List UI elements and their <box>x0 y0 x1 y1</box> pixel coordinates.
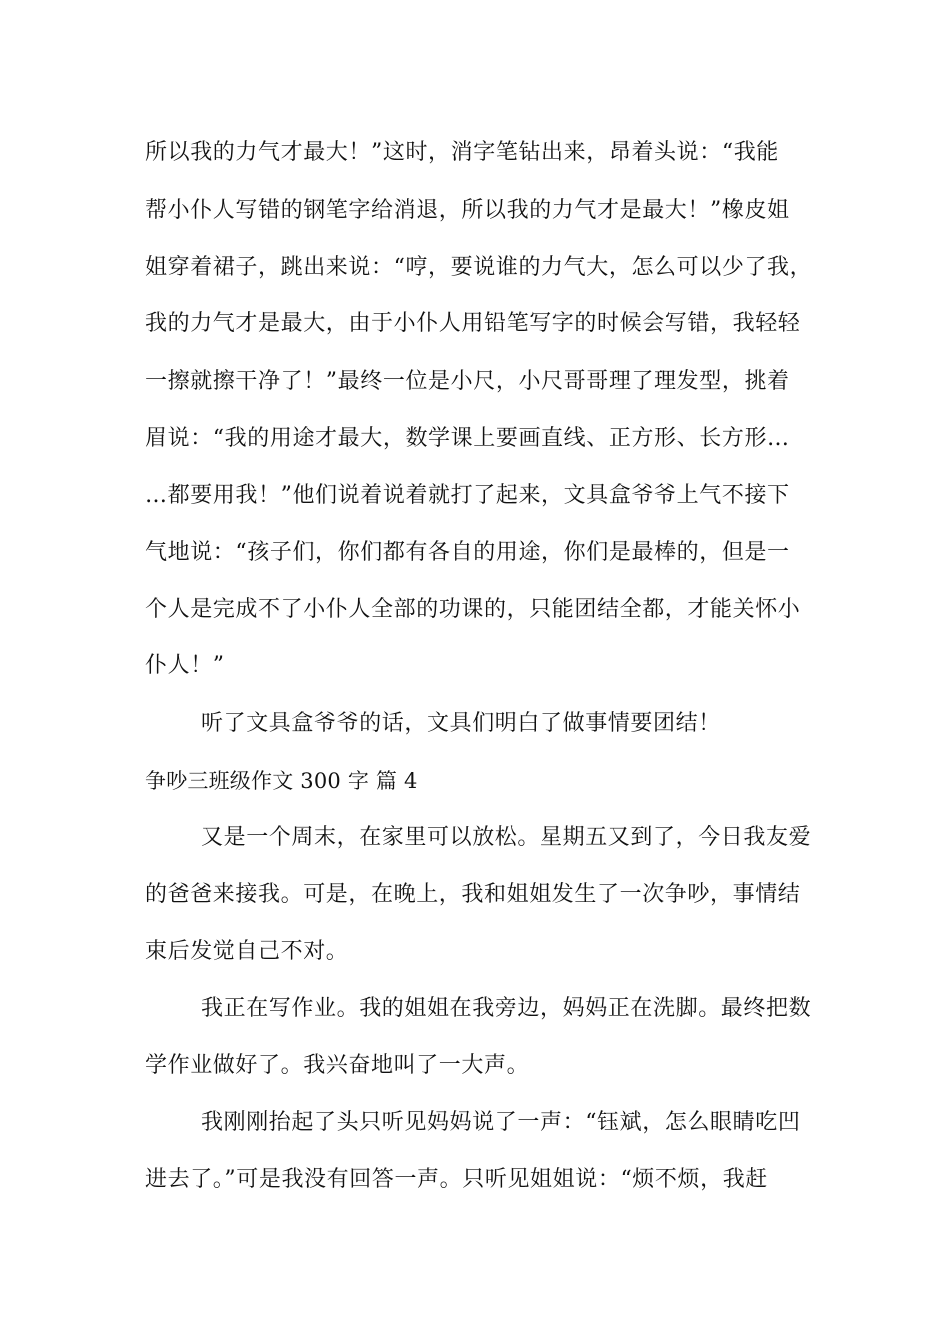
text-line: …都要用我！”他们说着说着就打了起来，文具盒爷爷上气不接下 <box>145 483 790 508</box>
text-line: 姐穿着裙子，跳出来说：“哼，要说谁的力气大，怎么可以少了我， <box>145 255 813 280</box>
text-line: 眉说：“我的用途才最大，数学课上要画直线、正方形、长方形… <box>145 426 790 451</box>
text-line: 听了文具盒爷爷的话，文具们明白了做事情要团结！ <box>201 711 721 736</box>
text-line: 气地说：“孩子们，你们都有各自的用途，你们是最棒的，但是一 <box>145 540 790 565</box>
text-line: 学作业做好了。我兴奋地叫了一大声。 <box>145 1053 530 1078</box>
text-line: 我的力气才是最大，由于小仆人用铅笔写字的时候会写错，我轻轻 <box>145 311 801 336</box>
text-line: 我正在写作业。我的姐姐在我旁边，妈妈正在洗脚。最终把数 <box>201 996 812 1021</box>
text-line: 又是一个周末，在家里可以放松。星期五又到了，今日我友爱 <box>201 825 812 850</box>
text-line: 束后发觉自己不对。 <box>145 939 349 964</box>
text-line: 进去了。”可是我没有回答一声。只听见姐姐说：“烦不烦，我赶 <box>145 1167 768 1192</box>
text-line: 一擦就擦干净了！”最终一位是小尺，小尺哥哥理了理发型，挑着 <box>145 369 790 394</box>
text-line: 仆人！” <box>145 653 225 678</box>
text-line: 帮小仆人写错的钢笔字给消退，所以我的力气才是最大！”橡皮姐 <box>145 198 790 223</box>
text-line: 的爸爸来接我。可是，在晚上，我和姐姐发生了一次争吵，事情结 <box>145 882 801 907</box>
text-line: 个人是完成不了小仆人全部的功课的，只能团结全都，才能关怀小 <box>145 597 801 622</box>
text-line: 所以我的力气才最大！”这时，消字笔钻出来，昂着头说：“我能 <box>145 140 779 165</box>
text-line: 我刚刚抬起了头只听见妈妈说了一声：“钰斌，怎么眼睛吃凹 <box>201 1110 801 1135</box>
section-heading: 争吵三班级作文 300 字 篇 4 <box>145 769 418 793</box>
